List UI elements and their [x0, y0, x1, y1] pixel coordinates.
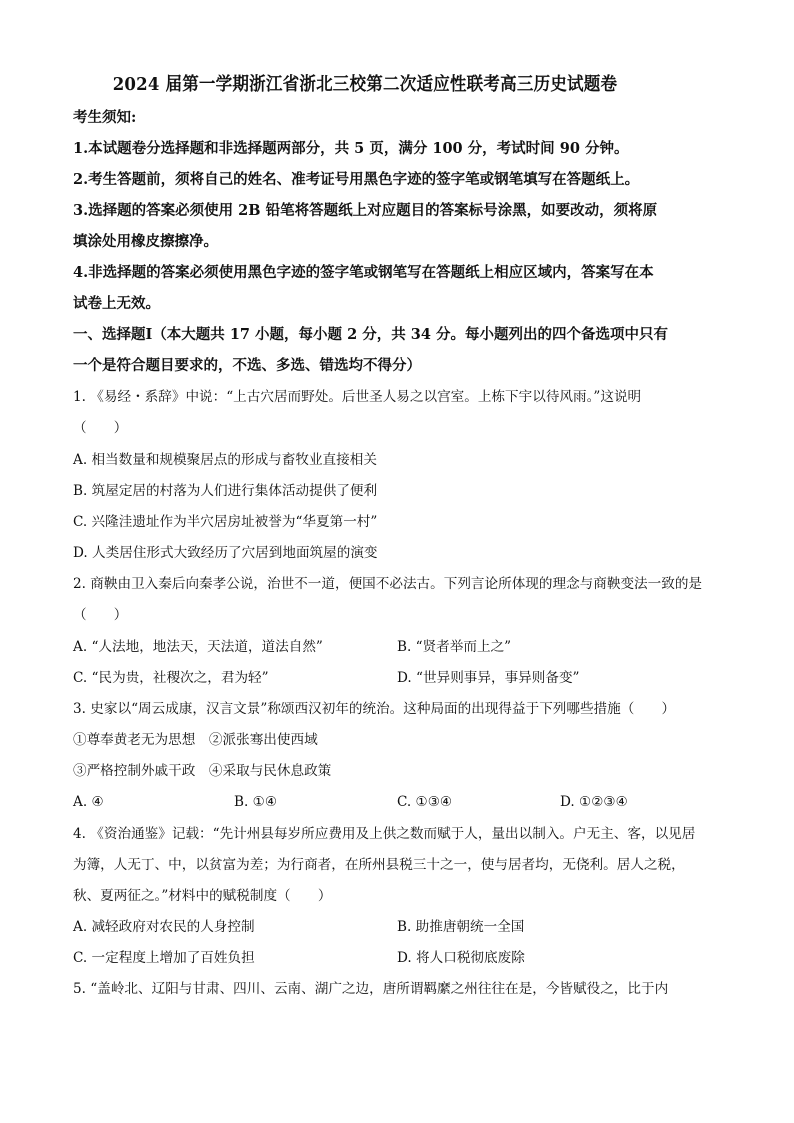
q4-option-c: C. 一定程度上增加了百姓负担	[73, 950, 255, 966]
notice-line-6: 试卷上无效。	[73, 295, 160, 312]
q1-option-a: A. 相当数量和规模聚居点的形成与畜牧业直接相关	[73, 452, 377, 468]
notice-line-2: 2.考生答题前，须将自己的姓名、准考证号用黑色字迹的签字笔或钢笔填写在答题纸上。	[73, 171, 640, 188]
q4-line-1: 4. 《资治通鉴》记载：“先计州县每岁所应费用及上供之数而赋于人，量出以制入。户无主、客，以见居	[73, 826, 696, 842]
page-title: 2024 届第一学期浙江省浙北三校第二次适应性联考高三历史试题卷	[112, 74, 618, 95]
q4-option-d: D. 将人口税彻底废除	[397, 950, 525, 966]
q3-items-1: ①尊奉黄老无为思想 ②派张骞出使西域	[73, 732, 318, 748]
q1-stem: 1. 《易经・系辞》中说：“上古穴居而野处。后世圣人易之以宫室。上栋下宇以待风雨。”这说明	[73, 389, 642, 405]
notice-line-3: 3.选择题的答案必须使用 2B 铅笔将答题纸上对应题目的答案标号涂黑，如要改动，须将原	[73, 202, 658, 219]
q1-option-c: C. 兴隆洼遗址作为半穴居房址被誉为“华夏第一村”	[73, 514, 378, 530]
q3-stem: 3. 史家以“周云成康，汉言文景”称颂西汉初年的统治。这种局面的出现得益于下列哪些措施（ ）	[73, 701, 676, 717]
section-heading-line-1: 一、选择题Ⅰ（本大题共 17 小题，每小题 2 分，共 34 分。每小题列出的四个备选项中只有	[73, 326, 669, 343]
q2-answer-paren: （ ）	[73, 607, 128, 623]
q4-option-a: A. 减轻政府对农民的人身控制	[73, 919, 255, 935]
q4-line-2: 为簿，人无丁、中，以贫富为差；为行商者，在所州县税三十之一，使与居者均，无侥利。居人之税，	[73, 857, 685, 873]
notice-heading: 考生须知:	[73, 109, 137, 126]
q1-option-d: D. 人类居住形式大致经历了穴居到地面筑屋的演变	[73, 545, 378, 561]
notice-line-5: 4.非选择题的答案必须使用黑色字迹的签字笔或钢笔写在答题纸上相应区域内，答案写在本	[73, 264, 654, 281]
q5-line-1: 5. “盖岭北、辽阳与甘肃、四川、云南、湖广之边，唐所谓羁縻之州往往在是，今皆赋役之，比于内	[73, 981, 669, 997]
q1-option-b: B. 筑屋定居的村落为人们进行集体活动提供了便利	[73, 483, 378, 499]
notice-line-4: 填涂处用橡皮擦擦净。	[73, 233, 218, 250]
q1-answer-paren: （ ）	[73, 420, 128, 436]
q3-option-a: A. ④	[73, 794, 104, 810]
q4-option-b: B. 助推唐朝统一全国	[397, 919, 525, 935]
q2-option-a: A. “人法地，地法天，天法道，道法自然”	[73, 639, 323, 655]
q3-option-c: C. ①③④	[397, 794, 453, 810]
q2-option-c: C. “民为贵，社稷次之，君为轻”	[73, 670, 269, 686]
q3-items-2: ③严格控制外戚干政 ④采取与民休息政策	[73, 763, 332, 779]
section-heading-line-2: 一个是符合题目要求的，不选、多选、错选均不得分）	[73, 357, 421, 374]
q3-option-d: D. ①②③④	[560, 794, 628, 810]
notice-line-1: 1.本试题卷分选择题和非选择题两部分，共 5 页，满分 100 分，考试时间 90 分钟。	[73, 140, 629, 157]
q4-line-3: 秋、夏两征之。”材料中的赋税制度（ ）	[73, 888, 332, 904]
q2-option-b: B. “贤者举而上之”	[397, 639, 512, 655]
q2-option-d: D. “世异则事异，事异则备变”	[397, 670, 580, 686]
q2-stem: 2. 商鞅由卫入秦后向秦孝公说，治世不一道，便国不必法古。下列言论所体现的理念与商鞅变法一致的是	[73, 576, 703, 592]
q3-option-b: B. ①④	[234, 794, 278, 810]
